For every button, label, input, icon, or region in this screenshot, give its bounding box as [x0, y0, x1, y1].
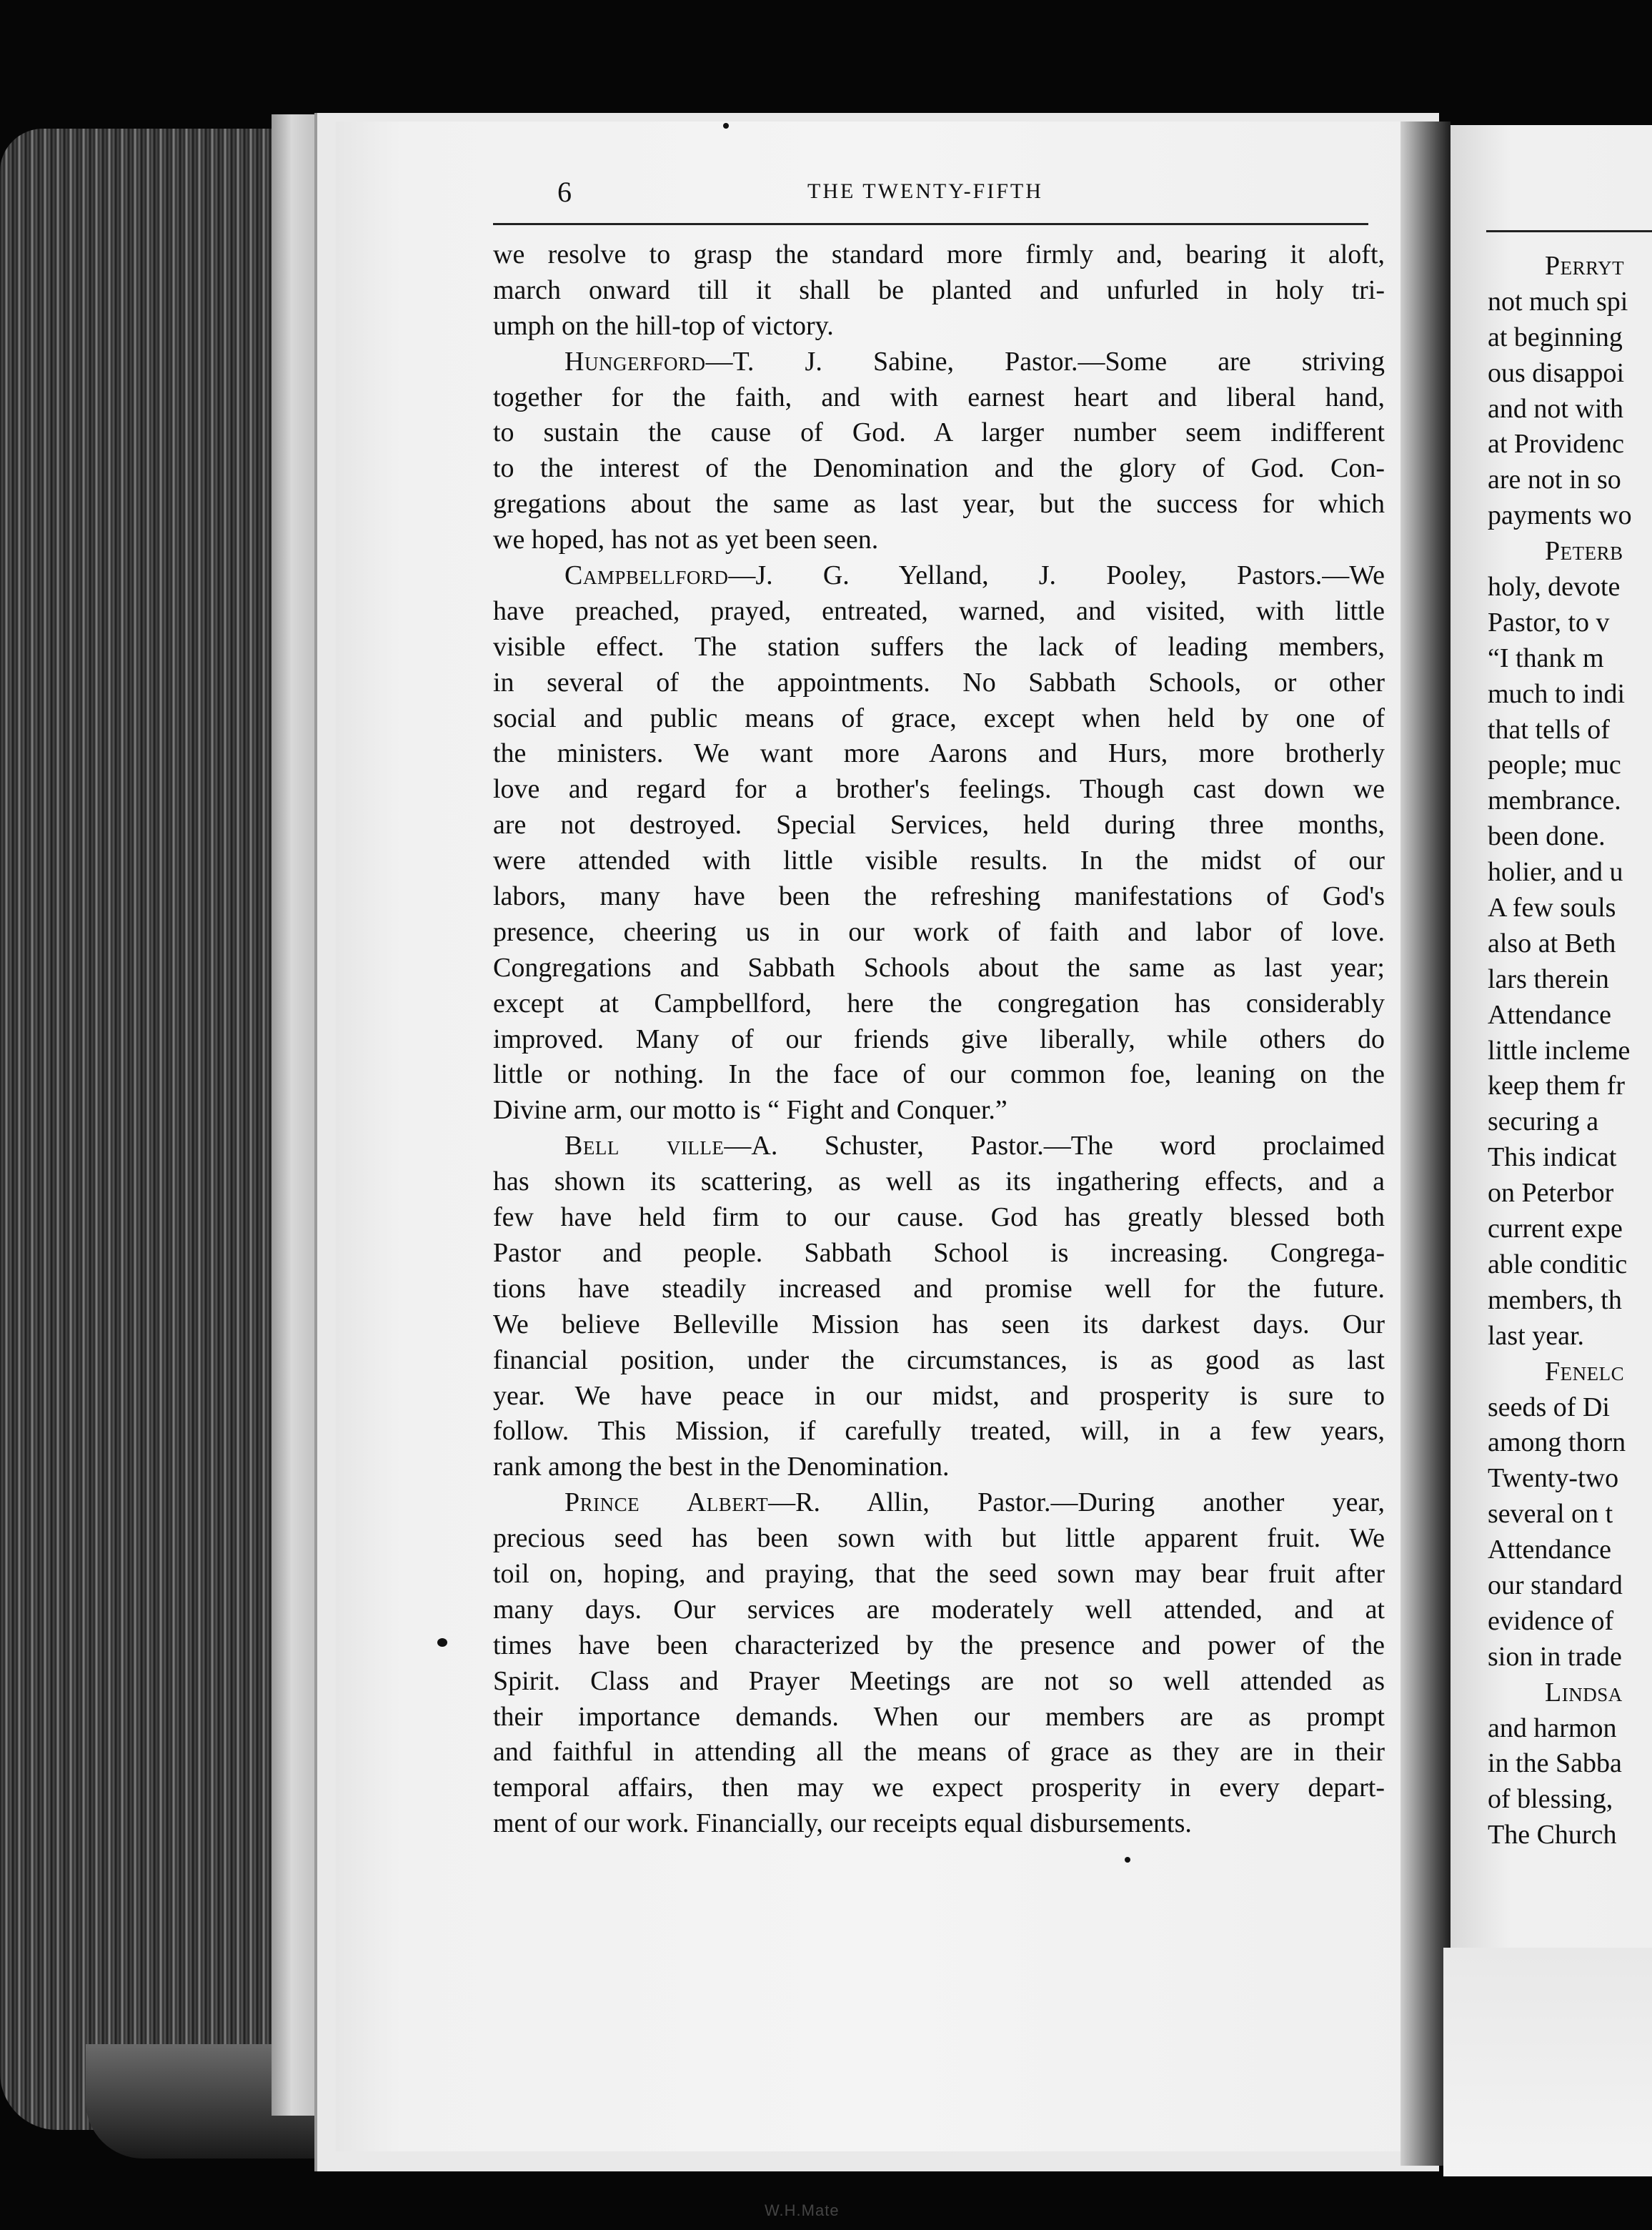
line-text: social and public means of grace, except when held by one of: [493, 703, 1385, 733]
line-text: financial position, under the circumstances, is as good as last: [493, 1344, 1385, 1375]
text-line: [493, 736, 1385, 772]
next-page-line: [1488, 392, 1652, 427]
next-page-line: [1488, 819, 1652, 855]
section-first-line: [493, 558, 1385, 594]
main-text-column: [493, 237, 1386, 1842]
next-page-line: [1488, 998, 1652, 1034]
next-page-line: [1488, 855, 1652, 891]
text-line: [493, 1236, 1385, 1272]
line-text: together for the faith, and with earnest heart and liberal hand,: [493, 382, 1385, 412]
line-text: few have held firm to our cause. God has greatly blessed both: [493, 1202, 1385, 1233]
line-text: sion in trade: [1488, 1641, 1622, 1672]
line-text: people; muc: [1488, 750, 1621, 780]
text-line: [493, 915, 1385, 951]
line-text: follow. This Mission, if carefully treated, will, in a few years,: [493, 1416, 1385, 1447]
line-text: lars therein: [1488, 963, 1609, 994]
next-page-line: [1488, 249, 1652, 284]
text-line: [493, 1628, 1385, 1664]
ink-speck: [723, 123, 729, 129]
text-line: [493, 986, 1385, 1022]
line-text: and harmon: [1488, 1713, 1617, 1743]
next-page-line: [1488, 1247, 1652, 1283]
text-line: [493, 630, 1385, 665]
next-page-line: [1488, 1176, 1652, 1211]
line-text: much to indi: [1488, 678, 1626, 709]
line-text: visible effect. The station suffers the lack of leading members,: [493, 631, 1385, 662]
station-name: Hungerford: [564, 346, 706, 377]
text-line: [493, 1806, 1386, 1842]
station-name: Fenelc: [1545, 1356, 1625, 1387]
text-line: [493, 1272, 1385, 1307]
line-text: we hoped, has not as yet been seen.: [493, 525, 879, 555]
text-line: [493, 951, 1385, 986]
line-text: toil on, hoping, and praying, that the seed sown may bear fruit after: [493, 1558, 1385, 1589]
station-name: Bell ville: [564, 1131, 725, 1161]
line-text: precious seed has been sown with but little apparent fruit. We: [493, 1523, 1385, 1554]
next-page-line: [1488, 1818, 1652, 1853]
next-page-line: [1488, 498, 1652, 534]
next-page-line: [1488, 1461, 1652, 1497]
line-text: several on t: [1488, 1499, 1613, 1530]
line-text: times have been characterized by the presence and power of the: [493, 1630, 1385, 1660]
line-text: little or nothing. In the face of our common foe, leaning on the: [493, 1059, 1385, 1090]
line-text: membrance.: [1488, 786, 1621, 816]
running-title: THE TWENTY-FIFTH: [807, 179, 1043, 203]
line-text: also at Beth: [1488, 928, 1616, 958]
next-page-line: [1488, 891, 1652, 926]
next-page-line: [1488, 1104, 1652, 1140]
text-line: [493, 380, 1385, 416]
line-text: current expe: [1488, 1214, 1623, 1244]
station-name: Peterb: [1545, 536, 1623, 567]
text-line: [493, 1200, 1385, 1236]
line-text: in the Sabba: [1488, 1748, 1622, 1779]
text-line: [493, 1592, 1385, 1628]
text-line: [493, 1700, 1385, 1735]
imprint-mark: W.H.Mate: [765, 2201, 840, 2219]
line-text: able conditic: [1488, 1249, 1628, 1279]
next-page-line: [1488, 677, 1652, 713]
text-line: [493, 1022, 1385, 1058]
text-line: [493, 1343, 1385, 1379]
line-text: and faithful in attending all the means of grace as they are in their: [493, 1737, 1385, 1768]
line-text: Attendance: [1488, 1535, 1612, 1565]
line-text: ment of our work. Financially, our receipts equal disbursements.: [493, 1808, 1192, 1839]
line-text: tions have steadily increased and promise well for the future.: [493, 1273, 1385, 1304]
line-text: Twenty-two: [1488, 1463, 1619, 1494]
station-name: Lindsa: [1545, 1677, 1623, 1708]
next-page-line: [1488, 1354, 1652, 1390]
next-page-line: [1488, 1675, 1652, 1711]
text-line: [493, 772, 1385, 808]
station-name: Campbellford: [564, 560, 729, 591]
text-line: [493, 1414, 1385, 1450]
next-page-line: [1488, 284, 1652, 320]
next-page-line: [1488, 1211, 1652, 1247]
next-page-bottom-margin: [1443, 1948, 1652, 2176]
next-page-line: [1488, 1640, 1652, 1675]
line-text: many days. Our services are moderately well attended, and at: [493, 1594, 1385, 1625]
line-text: has shown its scattering, as well as its ingathering effects, and a: [493, 1166, 1385, 1197]
next-page-line: [1488, 962, 1652, 998]
line-text: love and regard for a brother's feelings. Though cast down we: [493, 774, 1385, 805]
next-page-line: [1488, 1283, 1652, 1319]
line-text: year. We have peace in our midst, and prosperity is sure to: [493, 1380, 1385, 1411]
text-line: [493, 594, 1385, 630]
text-line: [493, 415, 1385, 451]
next-page-line: [1488, 713, 1652, 748]
line-text: presence, cheering us in our work of faith and labor of love.: [493, 916, 1385, 947]
next-page-line: [1488, 1425, 1652, 1461]
line-text: on Peterbor: [1488, 1178, 1614, 1209]
line-text: holier, and u: [1488, 857, 1623, 888]
text-line: [493, 1093, 1386, 1129]
line-text: were attended with little visible results. In the midst of our: [493, 846, 1385, 876]
next-page-line: [1488, 1532, 1652, 1568]
text-line: [493, 1450, 1386, 1485]
text-line: [493, 808, 1385, 843]
line-text: little incleme: [1488, 1035, 1631, 1066]
line-text: our standard: [1488, 1570, 1623, 1600]
gutter-shadow: [1400, 122, 1451, 2166]
text-line: [493, 237, 1385, 273]
line-text: have preached, prayed, entreated, warned, and visited, with little: [493, 595, 1385, 626]
line-text: temporal affairs, then may we expect prosperity in every depart-: [493, 1773, 1385, 1803]
text-line: [493, 1664, 1385, 1700]
next-page-line: [1488, 1390, 1652, 1426]
line-text: —R. Allin, Pastor.—During another year,: [768, 1487, 1385, 1518]
next-page-line: [1488, 356, 1652, 392]
line-text: at beginning: [1488, 322, 1623, 352]
next-page-line: [1488, 1497, 1652, 1532]
line-text: and not with: [1488, 393, 1623, 424]
line-text: umph on the hill-top of victory.: [493, 310, 834, 341]
text-line: [493, 1521, 1385, 1557]
next-page-line: [1488, 534, 1652, 570]
next-page-line: [1488, 427, 1652, 462]
line-text: Congregations and Sabbath Schools about the same as last year;: [493, 952, 1385, 983]
text-line: [493, 701, 1385, 737]
line-text: —J. G. Yelland, J. Pooley, Pastors.—We: [728, 560, 1385, 591]
line-text: Pastor and people. Sabbath School is increasing. Congrega-: [493, 1237, 1385, 1268]
line-text: securing a: [1488, 1106, 1599, 1137]
line-text: in several of the appointments. No Sabbath Schools, or other: [493, 667, 1385, 698]
line-text: been done.: [1488, 821, 1606, 852]
next-page-line: [1488, 748, 1652, 783]
text-line: [493, 1057, 1385, 1093]
line-text: keep them fr: [1488, 1071, 1626, 1101]
text-line: [493, 451, 1385, 487]
next-page-line: [1488, 1604, 1652, 1640]
ink-speck: [1125, 1857, 1130, 1863]
text-line: [493, 1735, 1385, 1770]
line-text: payments wo: [1488, 500, 1632, 531]
line-text: not much spi: [1488, 286, 1628, 317]
next-page-line: [1488, 1034, 1652, 1069]
next-page-header-rule: [1486, 230, 1652, 232]
line-text: are not in so: [1488, 465, 1621, 495]
text-line: [493, 1164, 1385, 1200]
line-text: labors, many have been the refreshing manifestations of God's: [493, 881, 1385, 912]
line-text: improved. Many of our friends give liberally, while others do: [493, 1024, 1385, 1054]
next-page-line: [1488, 570, 1652, 605]
line-text: —A. Schuster, Pastor.—The word proclaimed: [724, 1131, 1385, 1161]
line-text: The Church: [1488, 1820, 1617, 1850]
next-page-line: [1488, 1782, 1652, 1818]
line-text: Attendance: [1488, 999, 1612, 1030]
line-text: —T. J. Sabine, Pastor.—Some are striving: [705, 346, 1385, 377]
text-line: [493, 1770, 1385, 1806]
line-text: We believe Belleville Mission has seen its darkest days. Our: [493, 1309, 1385, 1339]
line-text: A few souls: [1488, 893, 1616, 923]
ink-speck: [437, 1638, 447, 1647]
line-text: we resolve to grasp the standard more firmly and, bearing it aloft,: [493, 239, 1385, 269]
line-text: of blessing,: [1488, 1784, 1613, 1815]
section-first-line: [493, 1485, 1385, 1521]
next-page-line: [1488, 1319, 1652, 1354]
text-line: [493, 1307, 1385, 1343]
line-text: Divine arm, our motto is “ Fight and Conquer.”: [493, 1095, 1007, 1126]
section-first-line: [493, 1129, 1385, 1164]
line-text: “I thank m: [1488, 643, 1604, 673]
line-text: This indicat: [1488, 1142, 1617, 1173]
next-page-line: [1488, 320, 1652, 356]
text-line: [493, 1379, 1385, 1414]
text-line: [493, 273, 1385, 309]
page-number: 6: [557, 176, 572, 208]
line-text: members, th: [1488, 1284, 1622, 1315]
station-name: Perryt: [1545, 251, 1625, 281]
line-text: march onward till it shall be planted and unfurled in holy tri-: [493, 274, 1385, 305]
line-text: evidence of: [1488, 1605, 1614, 1636]
line-text: to the interest of the Denomination and the glory of God. Con-: [493, 453, 1385, 484]
line-text: are not destroyed. Special Services, held during three months,: [493, 810, 1385, 841]
line-text: ous disappoi: [1488, 357, 1625, 388]
line-text: at Providenc: [1488, 429, 1625, 460]
text-line: [493, 309, 1386, 345]
line-text: Spirit. Class and Prayer Meetings are not so well attended as: [493, 1665, 1385, 1696]
next-page-line: [1488, 1746, 1652, 1782]
line-text: gregations about the same as last year, but the success for which: [493, 489, 1385, 520]
line-text: holy, devote: [1488, 572, 1621, 603]
text-line: [493, 843, 1385, 879]
next-page-line: [1488, 605, 1652, 641]
line-text: the ministers. We want more Aarons and Hurs, more brotherly: [493, 738, 1385, 769]
line-text: among thorn: [1488, 1427, 1626, 1458]
running-head: [493, 175, 1393, 218]
section-first-line: [493, 345, 1385, 380]
next-page-text-column: [1488, 249, 1652, 1853]
next-page-line: [1488, 462, 1652, 498]
line-text: Pastor, to v: [1488, 607, 1610, 638]
next-page-line: [1488, 926, 1652, 962]
line-text: last year.: [1488, 1320, 1585, 1351]
line-text: rank among the best in the Denomination.: [493, 1452, 950, 1482]
line-text: except at Campbellford, here the congregation has considerably: [493, 988, 1385, 1019]
next-page-line: [1488, 641, 1652, 677]
text-line: [493, 1557, 1385, 1592]
text-line: [493, 487, 1385, 522]
next-page-line: [1488, 1069, 1652, 1104]
next-page-line: [1488, 783, 1652, 819]
line-text: seeds of Di: [1488, 1392, 1610, 1422]
text-line: [493, 665, 1385, 701]
next-page-line: [1488, 1140, 1652, 1176]
station-name: Prince Albert: [564, 1487, 769, 1518]
line-text: to sustain the cause of God. A larger number seem indifferent: [493, 417, 1385, 448]
next-page-line: [1488, 1568, 1652, 1604]
header-rule: [493, 223, 1368, 225]
line-text: that tells of: [1488, 714, 1610, 745]
text-line: [493, 522, 1386, 558]
next-page-line: [1488, 1711, 1652, 1747]
text-line: [493, 879, 1385, 915]
line-text: their importance demands. When our members are as prompt: [493, 1701, 1385, 1732]
